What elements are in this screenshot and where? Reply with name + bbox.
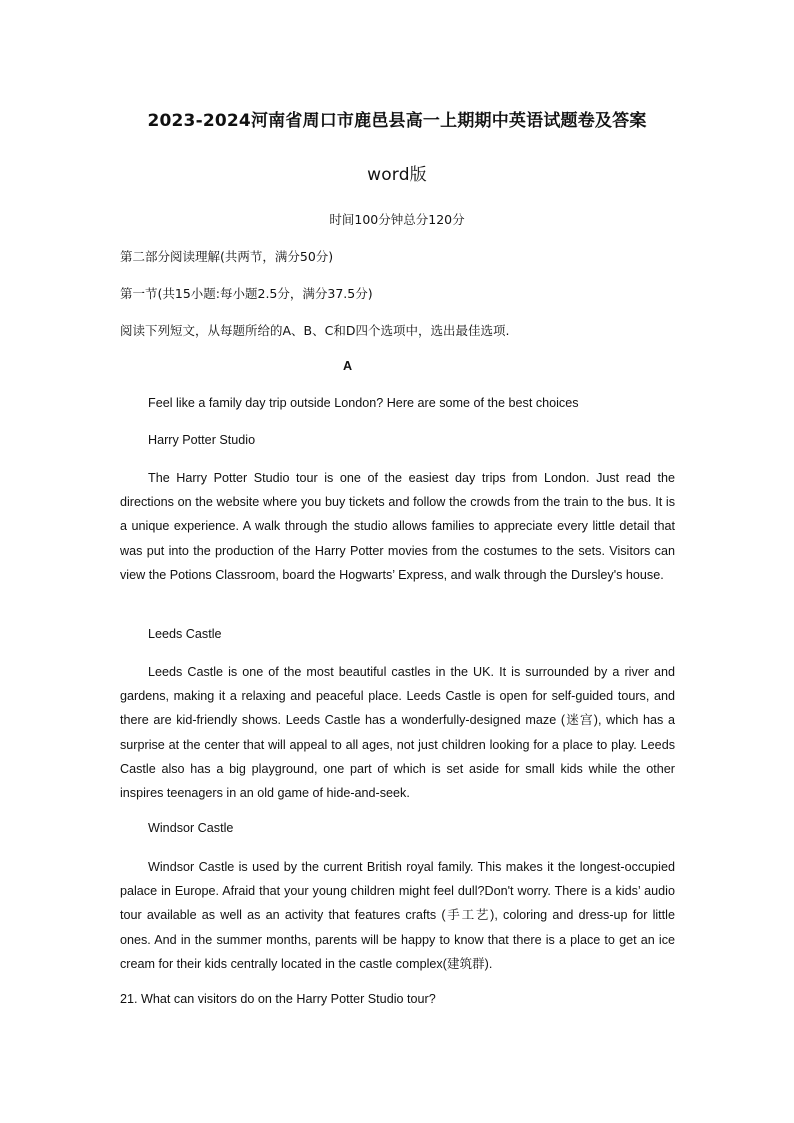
section-text-leeds: Leeds Castle is one of the most beautiful castles in the UK. It is surrounded by a river and gardens, making it a relaxing and peaceful place. Leeds Castle is open for self-guided tours, and there are kid-friendly shows. Leeds Castle has a wonderfully-designed maze (迷宫), which has a surprise at the center that will appeal to all ages, not just children looking for a place to play. Leeds Castle also has a big playground, one part of which is set aside for small kids while the other inspires teenagers in an old game of hide-and-seek. xyxy=(120,665,675,801)
section-text-harry-potter: The Harry Potter Studio tour is one of the easiest day trips from London. Just read the directions on the website where you buy tickets and follow the crowds from the train to the bus. It is a unique experience. A walk through the studio allows families to appreciate every little detail that was put into the production of the Harry Potter movies from the costumes to the sets. Visitors can view the Potions Classroom, board the Hogwarts’ Express, and walk through the Dursley's house. xyxy=(120,471,675,582)
section-heading: 第一节(共15小题:每小题2.5分，满分37.5分) xyxy=(120,286,373,301)
passage-label: A xyxy=(343,359,353,373)
document-title-format: word版 xyxy=(367,165,427,185)
passage-intro: Feel like a family day trip outside London? Here are some of the best choices xyxy=(148,396,579,410)
section-heading-leeds: Leeds Castle xyxy=(148,627,222,641)
exam-time-info: 时间100分钟总分120分 xyxy=(329,212,465,227)
section-heading-windsor: Windsor Castle xyxy=(148,821,234,835)
question-21: 21. What can visitors do on the Harry Potter Studio tour? xyxy=(120,992,436,1006)
instruction-text: 阅读下列短文，从每题所给的A、B、C和D四个选项中，选出最佳选项. xyxy=(120,323,510,338)
section-text-windsor: Windsor Castle is used by the current British royal family. This makes it the longest-occupied palace in Europe. Afraid that your young children might feel dull?Don't worry. There is a kids’ audio tour available as well as an activity that features crafts (手工艺), coloring and dress-up for little ones. And in the summer months, parents will be happy to know that there is a place to get an ice cream for their kids centrally located in the castle complex(建筑群). xyxy=(120,860,675,971)
part-heading: 第二部分阅读理解(共两节，满分50分) xyxy=(120,249,334,264)
section-heading-harry-potter: Harry Potter Studio xyxy=(148,433,256,447)
document-title: 2023-2024河南省周口市鹿邑县高一上期期中英语试题卷及答案 xyxy=(147,111,647,131)
